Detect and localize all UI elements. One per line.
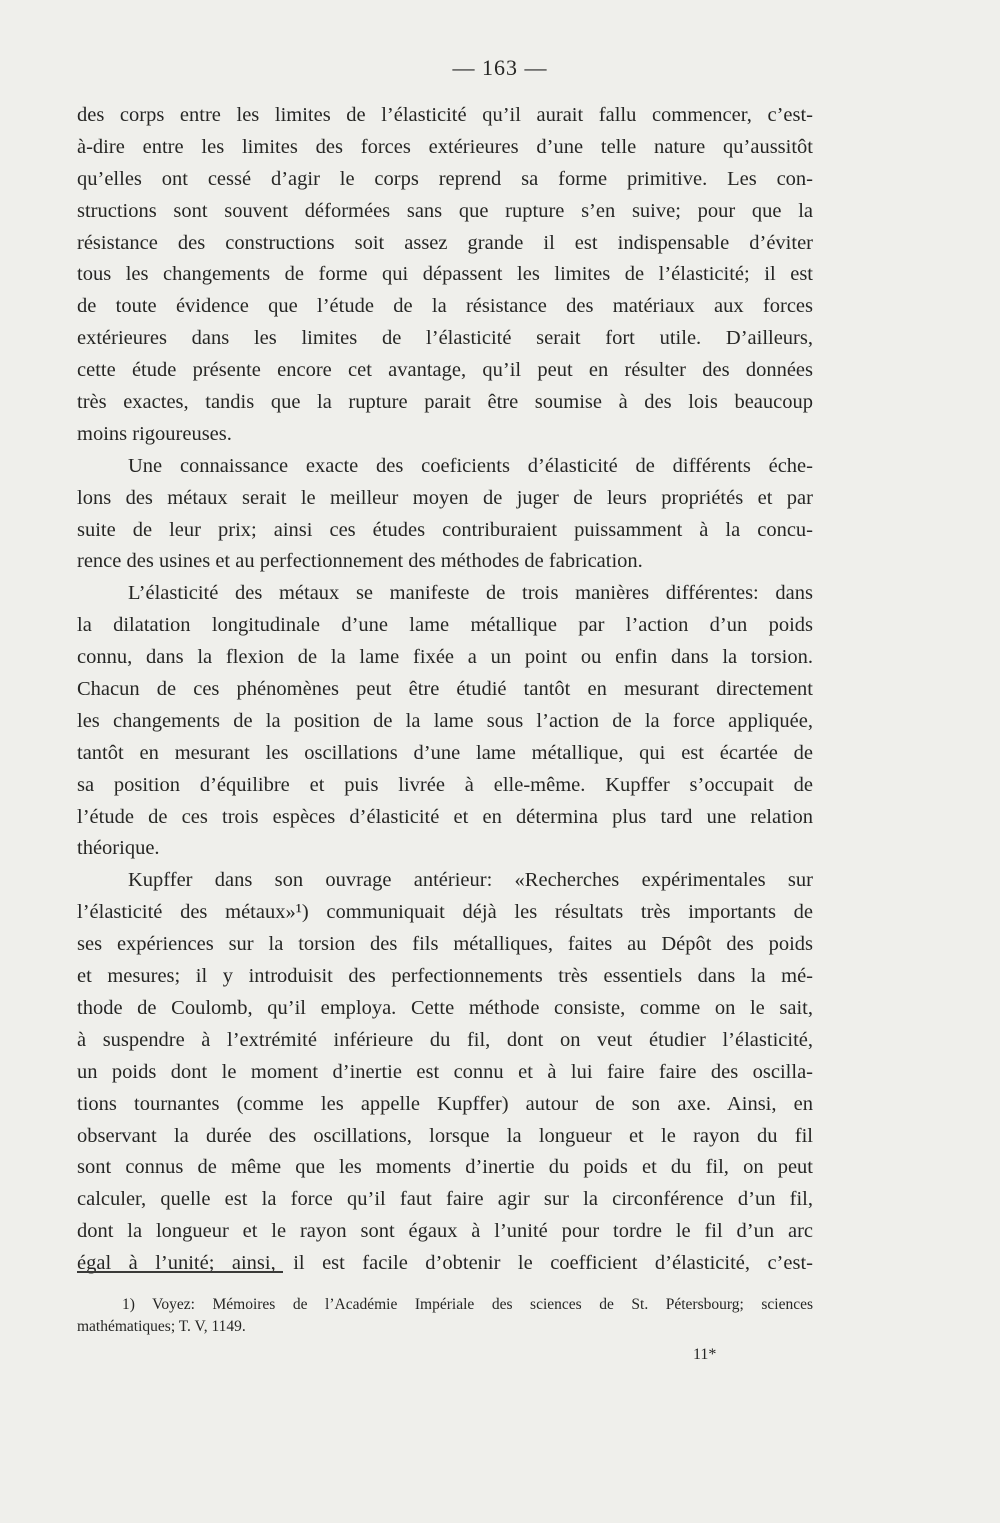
text-line: qu’elles ont cessé d’agir le corps reprend sa forme primitive. Les con- xyxy=(77,167,813,190)
text-line: tous les changements de forme qui dépassent les limites de l’élasticité; il est xyxy=(77,263,813,286)
text-line: la dilatation longitudinale d’une lame métallique par l’action d’un poids xyxy=(77,614,813,637)
text-line: l’étude de ces trois espèces d’élasticité et en détermina plus tard une relation xyxy=(77,805,813,828)
text-line: très exactes, tandis que la rupture parait être soumise à des lois beaucoup xyxy=(77,391,813,414)
text-line: les changements de la position de la lame sous l’action de la force appliquée, xyxy=(77,709,813,732)
text-line: extérieures dans les limites de l’élasticité serait fort utile. D’ailleurs, xyxy=(77,327,813,350)
footnote-line: mathématiques; T. V, 1149. xyxy=(77,1318,246,1335)
text-line: connu, dans la flexion de la lame fixée a un point ou enfin dans la torsion. xyxy=(77,646,813,669)
footnote xyxy=(77,1294,813,1338)
text-line: lons des métaux serait le meilleur moyen de juger de leurs propriétés et par xyxy=(77,486,813,509)
footnote-line: 1) Voyez: Mémoires de l’Académie Impériale des sciences de St. Pétersbourg; sciences xyxy=(122,1296,813,1313)
text-line: cette étude présente encore cet avantage, qu’il peut en résulter des données xyxy=(77,359,813,382)
text-line: Chacun de ces phénomènes peut être étudié tantôt en mesurant directement xyxy=(77,678,813,701)
text-line: tantôt en mesurant les oscillations d’une lame métallique, qui est écartée de xyxy=(77,741,813,764)
text-line: théorique. xyxy=(77,837,160,860)
text-line: sa position d’équilibre et puis livrée à elle-même. Kupffer s’occupait de xyxy=(77,773,813,796)
text-line: Kupffer dans son ouvrage antérieur: «Recherches expérimentales sur xyxy=(128,869,813,892)
text-line: calculer, quelle est la force qu’il faut faire agir sur la circonférence d’un fil, xyxy=(77,1188,813,1211)
text-line: un poids dont le moment d’inertie est connu et à lui faire faire des oscilla- xyxy=(77,1060,813,1083)
text-line: à-dire entre les limites des forces extérieures d’une telle nature qu’aussitôt xyxy=(77,135,813,158)
text-line: thode de Coulomb, qu’il employa. Cette méthode consiste, comme on le sait, xyxy=(77,996,813,1019)
text-line: rence des usines et au perfectionnement des méthodes de fabrication. xyxy=(77,550,643,573)
text-line: L’élasticité des métaux se manifeste de trois manières différentes: dans xyxy=(128,582,813,605)
text-line: Une connaissance exacte des coeficients d’élasticité de différents éche- xyxy=(128,454,813,477)
text-line: sont connus de même que les moments d’inertie du poids et du fil, on peut xyxy=(77,1156,813,1179)
text-line: moins rigoureuses. xyxy=(77,422,232,445)
text-line: des corps entre les limites de l’élasticité qu’il aurait fallu commencer, c’est- xyxy=(77,104,813,126)
text-line: tions tournantes (comme les appelle Kupffer) autour de son axe. Ainsi, en xyxy=(77,1092,813,1115)
text-line: observant la durée des oscillations, lorsque la longueur et le rayon du fil xyxy=(77,1124,813,1147)
text-line: à suspendre à l’extrémité inférieure du fil, dont on veut étudier l’élasticité, xyxy=(77,1028,813,1051)
text-line: structions sont souvent déformées sans que rupture s’en suive; pour que la xyxy=(77,199,813,222)
signature-mark: 11* xyxy=(693,1346,717,1363)
text-line: et mesures; il y introduisit des perfectionnements très essentiels dans la mé- xyxy=(77,965,813,988)
text-line: de toute évidence que l’étude de la résistance des matériaux aux forces xyxy=(77,295,813,318)
text-line: l’élasticité des métaux»¹) communiquait déjà les résultats très importants de xyxy=(77,901,813,924)
text-line: dont la longueur et le rayon sont égaux à l’unité pour tordre le fil d’un arc xyxy=(77,1220,813,1243)
text-line: ses expériences sur la torsion des fils métalliques, faites au Dépôt des poids xyxy=(77,933,813,956)
text-line: suite de leur prix; ainsi ces études contriburaient puissamment à la concu- xyxy=(77,518,813,541)
text-line: égal à l’unité; ainsi, il est facile d’obtenir le coefficient d’élasticité, c’est- xyxy=(77,1252,813,1275)
body-text xyxy=(77,100,813,1280)
page-number: — 163 — xyxy=(452,55,548,80)
footnote-divider xyxy=(77,1271,283,1273)
text-line: résistance des constructions soit assez grande il est indispensable d’éviter xyxy=(77,231,813,254)
